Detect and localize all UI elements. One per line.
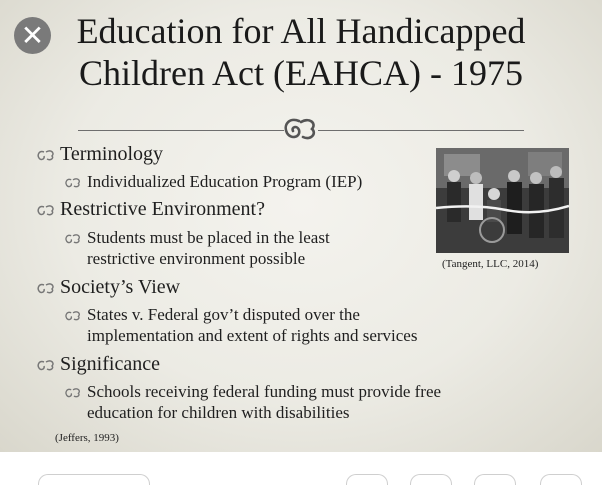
sub-item: Individualized Education Program (IEP) [87,172,363,191]
photo-caption: (Tangent, LLC, 2014) [442,258,539,270]
sub-item-line: States v. Federal gov’t disputed over the [87,305,360,324]
curl-bullet-icon [36,204,56,216]
close-icon[interactable]: ✕ [14,17,51,54]
curl-bullet-icon [36,282,56,294]
title-line-2: Children Act (EAHCA) - 1975 [79,53,523,93]
bullet-heading-societys-view: Society’s View [60,276,181,298]
title-line-1: Education for All Handicapped [76,11,526,51]
sub-item-line: restrictive environment possible [87,249,306,268]
curl-bullet-icon [64,387,82,398]
ribbon-cutting-photo [436,148,569,253]
sub-item-line: implementation and extent of rights and services [87,326,418,345]
bottom-strip [0,452,602,480]
curl-bullet-icon [36,149,56,161]
bullet-heading-significance: Significance [60,353,160,375]
bullet-heading-terminology: Terminology [60,143,164,165]
sub-item-line: education for children with disabilities [87,403,350,422]
bullet-heading-restrictive-environment: Restrictive Environment? [60,198,265,220]
curl-bullet-icon [36,359,56,371]
citation: (Jeffers, 1993) [55,432,119,444]
sub-item-line: Students must be placed in the least [87,228,330,247]
curl-bullet-icon [64,177,82,188]
curl-bullet-icon [64,310,82,321]
curl-bullet-icon [64,233,82,244]
sub-item-line: Schools receiving federal funding must provide free [87,382,442,401]
